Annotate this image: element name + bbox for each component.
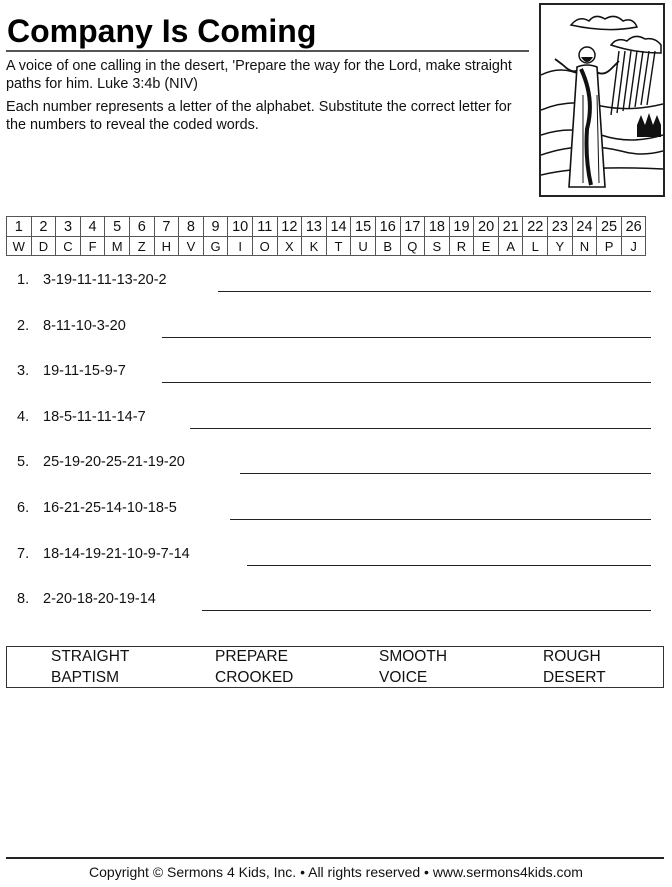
cipher-key-number: 5 bbox=[105, 217, 130, 237]
cipher-key-letter: T bbox=[326, 237, 351, 256]
cipher-key-number: 25 bbox=[597, 217, 622, 237]
coded-number-sequence: 19-11-15-9-7 bbox=[43, 363, 126, 380]
answer-blank-line[interactable] bbox=[218, 291, 651, 292]
coded-number-sequence: 2-20-18-20-19-14 bbox=[43, 591, 156, 608]
coded-word-item bbox=[0, 359, 672, 389]
coded-number-sequence: 18-14-19-21-10-9-7-14 bbox=[43, 545, 190, 562]
cipher-key-number: 22 bbox=[523, 217, 548, 237]
cipher-key-number: 3 bbox=[56, 217, 81, 237]
cipher-key-letter: Q bbox=[400, 237, 425, 256]
cipher-key-number: 9 bbox=[203, 217, 228, 237]
cipher-key-letter: E bbox=[474, 237, 499, 256]
cipher-key-letter: W bbox=[7, 237, 32, 256]
page-title: Company Is Coming bbox=[7, 13, 317, 49]
cipher-key-letter: M bbox=[105, 237, 130, 256]
item-number: 2. bbox=[17, 317, 30, 334]
cipher-key-letter: P bbox=[597, 237, 622, 256]
coded-word-item bbox=[0, 587, 672, 617]
answer-blank-line[interactable] bbox=[240, 473, 651, 474]
item-number: 1. bbox=[17, 272, 30, 288]
cipher-key-letter: U bbox=[351, 237, 376, 256]
instructions: Each number represents a letter of the alphabet. Substitute the correct letter for the numbers to reveal the coded words. bbox=[6, 99, 512, 133]
answer-blank-line[interactable] bbox=[230, 519, 651, 520]
cipher-key-letter: S bbox=[425, 237, 450, 256]
word-bank-word: PREPARE bbox=[215, 648, 288, 665]
coded-number-sequence: 16-21-25-14-10-18-5 bbox=[43, 500, 177, 516]
cipher-key-number: 13 bbox=[302, 217, 327, 237]
item-number: 3. bbox=[17, 363, 30, 380]
answer-blank-line[interactable] bbox=[162, 337, 651, 338]
cipher-key-number: 10 bbox=[228, 217, 253, 237]
answer-blank-line[interactable] bbox=[190, 428, 651, 429]
footer-copyright: Copyright © Sermons 4 Kids, Inc. • All rights reserved • www.sermons4kids.com bbox=[89, 864, 583, 880]
cipher-key-number: 6 bbox=[129, 217, 154, 237]
cipher-key-number: 20 bbox=[474, 217, 499, 237]
jesus-arms-outstretched-icon bbox=[541, 5, 663, 195]
cipher-key-number: 2 bbox=[31, 217, 56, 237]
item-number: 5. bbox=[17, 454, 30, 471]
cipher-key-letters-row bbox=[7, 237, 646, 256]
coded-word-item bbox=[0, 496, 672, 526]
cipher-key-number: 11 bbox=[252, 217, 277, 237]
cipher-key-number: 1 bbox=[7, 217, 32, 237]
cipher-key-number: 21 bbox=[498, 217, 523, 237]
cipher-key-letter: F bbox=[80, 237, 105, 256]
word-bank-word: STRAIGHT bbox=[51, 648, 130, 665]
bible-verse: A voice of one calling in the desert, 'Prepare the way for the Lord, make straight paths for him. Luke 3:4b (NIV) bbox=[6, 58, 512, 92]
cipher-key-number: 23 bbox=[548, 217, 573, 237]
cipher-key-number: 17 bbox=[400, 217, 425, 237]
cipher-key-letter: C bbox=[56, 237, 81, 256]
word-bank-word: DESERT bbox=[543, 669, 606, 686]
coded-number-sequence: 3-19-11-11-13-20-2 bbox=[43, 272, 167, 288]
coded-number-sequence: 8-11-10-3-20 bbox=[43, 317, 126, 334]
coded-word-item bbox=[0, 314, 672, 344]
footer-divider bbox=[6, 857, 664, 859]
cipher-key-letter: A bbox=[498, 237, 523, 256]
cipher-key-letter: K bbox=[302, 237, 327, 256]
cipher-key-letter: B bbox=[375, 237, 400, 256]
cipher-key-letter: G bbox=[203, 237, 228, 256]
cipher-key-letter: N bbox=[572, 237, 597, 256]
word-bank-word: ROUGH bbox=[543, 648, 601, 665]
coded-word-item bbox=[0, 268, 672, 298]
cipher-key-letter: X bbox=[277, 237, 302, 256]
cipher-key-letter: V bbox=[179, 237, 204, 256]
title-divider bbox=[6, 50, 529, 52]
item-number: 7. bbox=[17, 545, 30, 562]
item-number: 6. bbox=[17, 500, 30, 516]
cipher-key-number: 19 bbox=[449, 217, 474, 237]
cipher-key-number: 26 bbox=[621, 217, 646, 237]
item-number: 4. bbox=[17, 408, 30, 425]
cipher-key-number: 15 bbox=[351, 217, 376, 237]
word-bank-word: CROOKED bbox=[215, 669, 294, 686]
cipher-key-letter: L bbox=[523, 237, 548, 256]
cipher-key-letter: H bbox=[154, 237, 179, 256]
jesus-illustration bbox=[539, 3, 665, 197]
answer-blank-line[interactable] bbox=[162, 382, 651, 383]
cipher-key-number: 24 bbox=[572, 217, 597, 237]
cipher-key-letter: O bbox=[252, 237, 277, 256]
coded-word-item bbox=[0, 542, 672, 572]
cipher-key-number: 4 bbox=[80, 217, 105, 237]
cipher-key-numbers-row bbox=[7, 217, 646, 237]
cipher-key-letter: R bbox=[449, 237, 474, 256]
cipher-key-number: 18 bbox=[425, 217, 450, 237]
cipher-key-letter: I bbox=[228, 237, 253, 256]
word-bank-word: BAPTISM bbox=[51, 669, 120, 686]
cipher-key-table bbox=[6, 216, 646, 256]
answer-blank-line[interactable] bbox=[247, 565, 651, 566]
item-number: 8. bbox=[17, 591, 30, 608]
cipher-key-letter: J bbox=[621, 237, 646, 256]
cipher-key-number: 14 bbox=[326, 217, 351, 237]
cipher-key-letter: D bbox=[31, 237, 56, 256]
word-bank bbox=[6, 646, 664, 688]
coded-number-sequence: 25-19-20-25-21-19-20 bbox=[43, 454, 185, 471]
cipher-key-letter: Z bbox=[129, 237, 154, 256]
cipher-key-number: 12 bbox=[277, 217, 302, 237]
cipher-key-number: 7 bbox=[154, 217, 179, 237]
answer-blank-line[interactable] bbox=[202, 610, 651, 611]
coded-word-item bbox=[0, 450, 672, 480]
cipher-key-number: 8 bbox=[179, 217, 204, 237]
word-bank-word: VOICE bbox=[379, 669, 428, 686]
word-bank-word: SMOOTH bbox=[379, 648, 448, 665]
cipher-key-letter: Y bbox=[548, 237, 573, 256]
cipher-key-number: 16 bbox=[375, 217, 400, 237]
coded-word-item bbox=[0, 405, 672, 435]
coded-number-sequence: 18-5-11-11-14-7 bbox=[43, 408, 146, 425]
